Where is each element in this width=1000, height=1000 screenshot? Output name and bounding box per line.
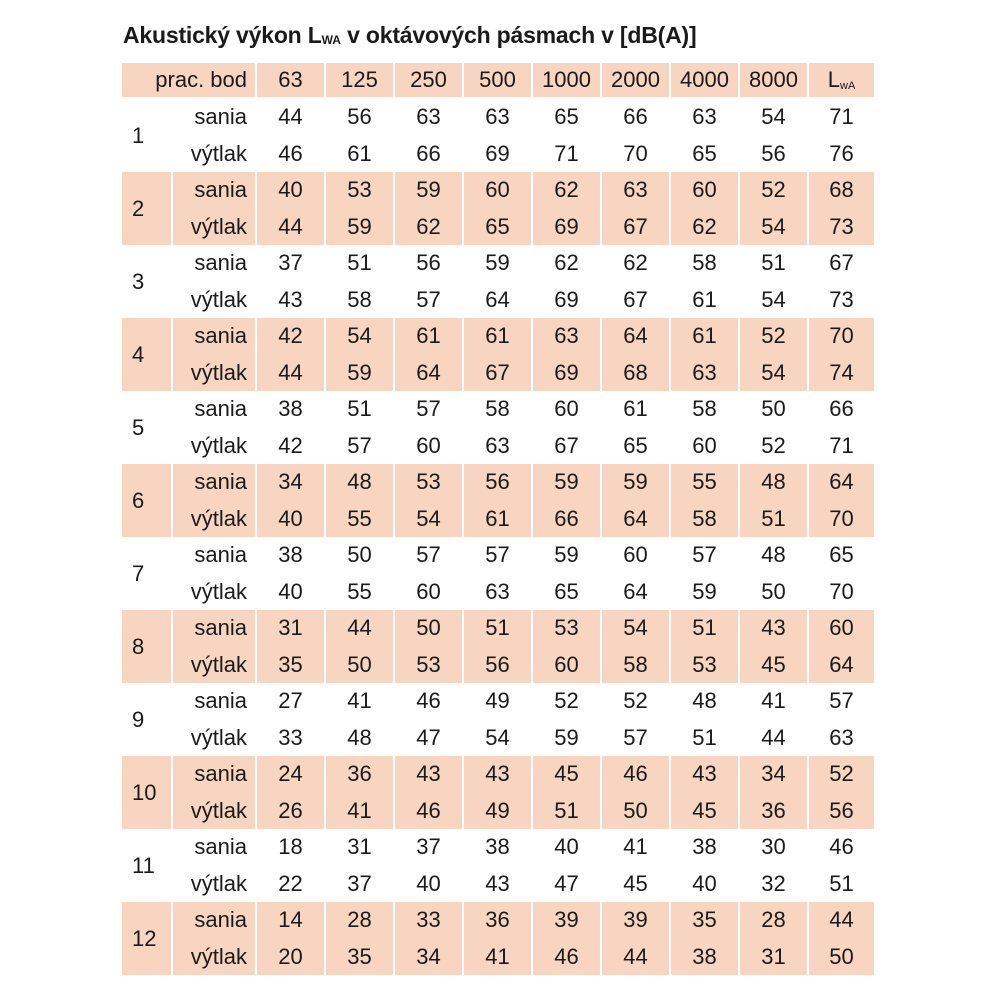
band-value: 69 [463,136,532,173]
band-value: 40 [394,866,463,903]
band-value: 48 [739,464,808,501]
band-value: 44 [256,355,325,392]
discharge-label: výtlak [172,939,256,976]
operating-point-number: 10 [122,756,172,829]
band-value: 57 [394,537,463,574]
band-value: 45 [532,756,601,793]
band-value: 60 [394,574,463,611]
suction-label: sania [172,98,256,136]
band-value: 58 [670,245,739,282]
band-value: 69 [532,282,601,319]
operating-point-number: 11 [122,829,172,902]
header-row [122,63,874,98]
band-value: 33 [256,720,325,757]
band-value: 67 [532,428,601,465]
band-value: 63 [670,355,739,392]
band-value: 43 [739,610,808,647]
band-value: 56 [739,136,808,173]
discharge-label: výtlak [172,136,256,173]
band-value: 58 [670,391,739,428]
band-value: 51 [463,610,532,647]
band-value: 40 [256,501,325,538]
lwa-value: 70 [808,318,874,355]
band-value: 51 [739,245,808,282]
band-value: 63 [601,172,670,209]
band-value: 39 [532,902,601,939]
band-value: 31 [325,829,394,866]
table-row-discharge [122,209,874,246]
band-value: 56 [394,245,463,282]
lwa-value: 50 [808,939,874,976]
header-band: 250 [394,63,463,98]
band-value: 53 [325,172,394,209]
band-value: 64 [601,318,670,355]
band-value: 59 [532,537,601,574]
acoustic-power-table [122,63,874,975]
operating-point-number: 1 [122,98,172,172]
band-value: 40 [256,574,325,611]
band-value: 69 [532,209,601,246]
band-value: 42 [256,428,325,465]
band-value: 27 [256,683,325,720]
band-value: 38 [463,829,532,866]
lwa-value: 73 [808,209,874,246]
operating-point-number: 12 [122,902,172,975]
table-row-discharge [122,574,874,611]
discharge-label: výtlak [172,574,256,611]
band-value: 35 [256,647,325,684]
band-value: 47 [394,720,463,757]
discharge-label: výtlak [172,209,256,246]
band-value: 60 [532,391,601,428]
lwa-value: 44 [808,902,874,939]
band-value: 62 [532,172,601,209]
band-value: 55 [325,574,394,611]
band-value: 59 [394,172,463,209]
band-value: 59 [463,245,532,282]
band-value: 51 [739,501,808,538]
band-value: 58 [325,282,394,319]
table-row-suction [122,318,874,355]
band-value: 61 [670,282,739,319]
band-value: 47 [532,866,601,903]
band-value: 46 [394,793,463,830]
band-value: 44 [739,720,808,757]
lwa-value: 67 [829,250,854,276]
band-value: 14 [256,902,325,939]
title-rest: v oktávových pásmach v [dB(A)] [340,22,697,48]
header-lwa [808,63,874,98]
operating-point-number: 9 [122,683,172,756]
lwa-value: 76 [829,140,854,166]
lwa-value: 66 [829,396,854,422]
band-value: 34 [739,756,808,793]
band-value: 44 [325,610,394,647]
band-value: 55 [670,464,739,501]
lwa-value: 46 [829,834,854,860]
operating-point-number: 7 [122,537,172,610]
band-value: 41 [601,829,670,866]
table-row-suction [122,829,874,866]
band-value: 45 [670,793,739,830]
band-value: 67 [601,282,670,319]
band-value: 67 [601,209,670,246]
band-value: 58 [670,501,739,538]
band-value: 59 [325,355,394,392]
band-value: 20 [256,939,325,976]
band-value: 45 [739,647,808,684]
band-value: 43 [394,756,463,793]
band-value: 60 [394,428,463,465]
band-value: 52 [739,318,808,355]
lwa-value: 64 [808,647,874,684]
lwa-value: 57 [829,688,854,714]
band-value: 48 [325,464,394,501]
lwa-value: 71 [829,104,854,130]
operating-point-number: 4 [122,318,172,391]
band-value: 53 [394,647,463,684]
band-value: 48 [739,537,808,574]
band-value: 35 [670,902,739,939]
table-row-discharge [122,428,874,465]
band-value: 53 [532,610,601,647]
band-value: 38 [256,391,325,428]
band-value: 46 [532,939,601,976]
lwa-value: 65 [829,542,854,568]
band-value: 61 [325,136,394,173]
band-value: 60 [532,647,601,684]
band-value: 48 [670,683,739,720]
discharge-label: výtlak [172,428,256,465]
band-value: 56 [463,464,532,501]
band-value: 56 [463,647,532,684]
band-value: 26 [256,793,325,830]
lwa-value: 68 [808,172,874,209]
band-value: 53 [394,464,463,501]
table-row-suction [122,756,874,793]
lwa-value: 70 [808,501,874,538]
band-value: 63 [532,318,601,355]
band-value: 62 [601,245,670,282]
header-band: 8000 [739,63,808,98]
band-value: 37 [325,866,394,903]
band-value: 51 [670,720,739,757]
band-value: 63 [463,428,532,465]
band-value: 40 [532,829,601,866]
band-value: 49 [463,793,532,830]
table-body [122,98,874,975]
band-value: 57 [394,282,463,319]
band-value: 34 [256,464,325,501]
band-value: 68 [601,355,670,392]
band-value: 63 [463,98,532,136]
band-value: 38 [670,829,739,866]
band-value: 33 [394,902,463,939]
band-value: 43 [256,282,325,319]
band-value: 61 [463,318,532,355]
band-value: 54 [325,318,394,355]
band-value: 45 [601,866,670,903]
suction-label: sania [172,464,256,501]
table-row-suction [122,391,874,428]
table-row-discharge [122,793,874,830]
suction-label: sania [172,829,256,866]
band-value: 40 [256,172,325,209]
band-value: 36 [739,793,808,830]
band-value: 65 [532,574,601,611]
band-value: 28 [325,902,394,939]
band-value: 28 [739,902,808,939]
band-value: 31 [256,610,325,647]
header-band: 2000 [601,63,670,98]
discharge-label: výtlak [172,501,256,538]
table-row-suction [122,683,874,720]
band-value: 39 [601,902,670,939]
suction-label: sania [172,245,256,282]
band-value: 59 [325,209,394,246]
lwa-value: 73 [829,286,854,312]
band-value: 52 [532,683,601,720]
suction-label: sania [172,318,256,355]
band-value: 66 [394,136,463,173]
band-value: 49 [463,683,532,720]
band-value: 52 [739,428,808,465]
band-value: 67 [463,355,532,392]
header-band: 500 [463,63,532,98]
band-value: 44 [256,98,325,136]
band-value: 50 [325,537,394,574]
band-value: 61 [394,318,463,355]
table-row-discharge [122,501,874,538]
band-value: 58 [463,391,532,428]
band-value: 41 [463,939,532,976]
band-value: 41 [325,683,394,720]
band-value: 38 [670,939,739,976]
header-band: 63 [256,63,325,98]
band-value: 30 [739,829,808,866]
lwa-value: 56 [808,793,874,830]
lwa-value: 60 [808,610,874,647]
band-value: 64 [601,501,670,538]
band-value: 36 [325,756,394,793]
band-value: 31 [739,939,808,976]
discharge-label: výtlak [172,866,256,903]
band-value: 59 [532,720,601,757]
band-value: 54 [394,501,463,538]
band-value: 71 [532,136,601,173]
band-value: 51 [670,610,739,647]
band-value: 43 [463,866,532,903]
band-value: 69 [532,355,601,392]
band-value: 57 [601,720,670,757]
discharge-label: výtlak [172,720,256,757]
suction-label: sania [172,537,256,574]
band-value: 46 [394,683,463,720]
band-value: 61 [670,318,739,355]
band-value: 54 [463,720,532,757]
band-value: 50 [739,391,808,428]
band-value: 62 [532,245,601,282]
band-value: 41 [325,793,394,830]
band-value: 61 [463,501,532,538]
band-value: 54 [739,355,808,392]
band-value: 63 [670,98,739,136]
band-value: 54 [739,98,808,136]
band-value: 62 [670,209,739,246]
lwa-value: 52 [808,756,874,793]
operating-point-number: 5 [122,391,172,464]
band-value: 55 [325,501,394,538]
band-value: 63 [394,98,463,136]
band-value: 37 [256,245,325,282]
band-value: 60 [670,428,739,465]
band-value: 51 [325,391,394,428]
band-value: 60 [601,537,670,574]
header-operating-point: prac. bod [122,63,256,98]
table-row-suction [122,98,874,136]
suction-label: sania [172,172,256,209]
band-value: 50 [325,647,394,684]
band-value: 58 [601,647,670,684]
band-value: 50 [601,793,670,830]
band-value: 54 [601,610,670,647]
operating-point-number: 3 [122,245,172,318]
lwa-value: 74 [808,355,874,392]
band-value: 59 [532,464,601,501]
band-value: 53 [670,647,739,684]
band-value: 50 [394,610,463,647]
band-value: 65 [463,209,532,246]
band-value: 66 [601,98,670,136]
lwa-value: 63 [829,724,854,750]
band-value: 64 [463,282,532,319]
suction-label: sania [172,756,256,793]
band-value: 64 [394,355,463,392]
table-row-suction [122,172,874,209]
band-value: 61 [601,391,670,428]
band-value: 22 [256,866,325,903]
band-value: 34 [394,939,463,976]
band-value: 44 [601,939,670,976]
discharge-label: výtlak [172,282,256,319]
table-row-discharge [122,136,874,173]
band-value: 32 [739,866,808,903]
band-value: 35 [325,939,394,976]
band-value: 24 [256,756,325,793]
operating-point-number: 6 [122,464,172,537]
band-value: 59 [601,464,670,501]
band-value: 63 [463,574,532,611]
band-value: 65 [532,98,601,136]
band-value: 38 [256,537,325,574]
band-value: 57 [670,537,739,574]
operating-point-number: 2 [122,172,172,245]
table-title [123,22,696,49]
band-value: 51 [325,245,394,282]
band-value: 60 [670,172,739,209]
band-value: 41 [739,683,808,720]
band-value: 57 [325,428,394,465]
band-value: 43 [463,756,532,793]
band-value: 43 [670,756,739,793]
band-value: 37 [394,829,463,866]
table-row-discharge [122,355,874,392]
band-value: 48 [325,720,394,757]
band-value: 65 [601,428,670,465]
band-value: 40 [670,866,739,903]
suction-label: sania [172,610,256,647]
lwa-value: 51 [829,870,854,896]
title-main: Akustický výkon L [123,22,322,48]
header-lwa-subscript: wA [840,80,856,92]
title-subscript: WA [321,33,341,47]
band-value: 52 [601,683,670,720]
suction-label: sania [172,902,256,939]
band-value: 57 [394,391,463,428]
table-row-suction [122,464,874,501]
discharge-label: výtlak [172,647,256,684]
band-value: 44 [256,209,325,246]
suction-label: sania [172,391,256,428]
band-value: 60 [463,172,532,209]
band-value: 54 [739,282,808,319]
header-band: 125 [325,63,394,98]
table-row-discharge [122,720,874,757]
suction-label: sania [172,683,256,720]
band-value: 46 [601,756,670,793]
band-value: 59 [670,574,739,611]
table-row-discharge [122,647,874,684]
band-value: 70 [601,136,670,173]
band-value: 51 [532,793,601,830]
band-value: 50 [739,574,808,611]
band-value: 54 [739,209,808,246]
band-value: 52 [739,172,808,209]
operating-point-number: 8 [122,610,172,683]
table-row-suction [122,610,874,647]
band-value: 18 [256,829,325,866]
header-band: 1000 [532,63,601,98]
band-value: 64 [601,574,670,611]
band-value: 46 [256,136,325,173]
table-row-discharge [122,866,874,903]
band-value: 36 [463,902,532,939]
lwa-value: 71 [829,432,854,458]
band-value: 56 [325,98,394,136]
header-lwa-main: L [827,67,840,92]
table-row-suction [122,537,874,574]
table-row-discharge [122,282,874,319]
band-value: 65 [670,136,739,173]
discharge-label: výtlak [172,355,256,392]
table-row-suction [122,245,874,282]
table-row-discharge [122,939,874,976]
band-value: 42 [256,318,325,355]
discharge-label: výtlak [172,793,256,830]
band-value: 62 [394,209,463,246]
band-value: 57 [463,537,532,574]
header-band: 4000 [670,63,739,98]
lwa-value: 70 [829,578,854,604]
band-value: 66 [532,501,601,538]
lwa-value: 64 [808,464,874,501]
table-row-suction [122,902,874,939]
